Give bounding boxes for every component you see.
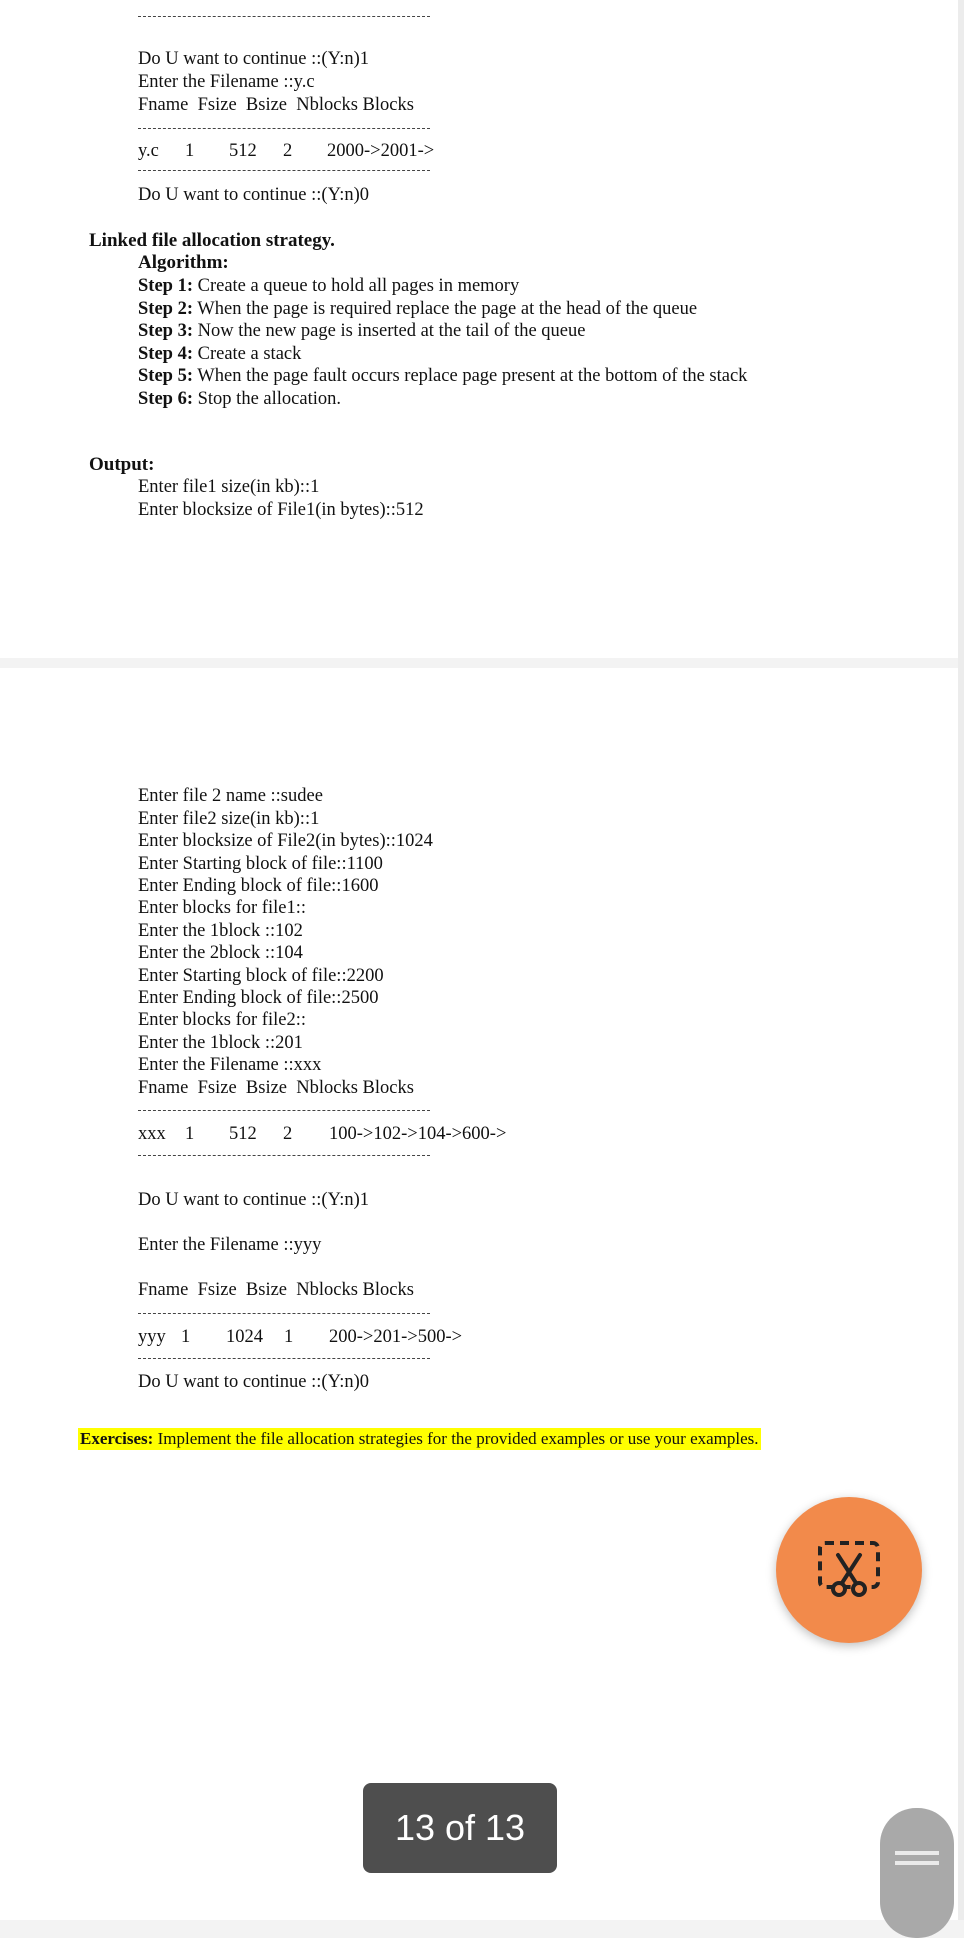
exercise-note [78,1428,761,1450]
page-indicator: 13 of 13 [363,1783,557,1873]
output-line: Enter the 1block ::201 [138,1033,303,1053]
cell-bsize: 1024 [226,1327,263,1347]
screenshot-button[interactable] [776,1497,922,1643]
output-line: Enter Starting block of file::1100 [138,854,383,874]
step-label: Step 5: [138,366,193,386]
output-line: Enter the 1block ::102 [138,921,303,941]
output-line: Enter file2 size(in kb)::1 [138,809,320,829]
step-text: When the page is required replace the page at the head of the queue [193,299,698,319]
step-text: Now the new page is inserted at the tail of the queue [193,321,586,341]
document-page-12 [0,0,958,658]
step-label: Step 3: [138,321,193,341]
step-2 [138,298,697,320]
output-line: Enter the Filename ::y.c [138,72,315,92]
cell-fsize: 1 [181,1327,191,1347]
output-line: Enter Ending block of file::2500 [138,988,379,1008]
document-page-13 [0,668,958,1920]
table-header: Fname Fsize Bsize Nblocks Blocks [138,1078,414,1098]
step-text: Create a queue to hold all pages in memory [193,276,520,296]
page-gutter [958,0,964,1920]
output-line: Do U want to continue ::(Y:n)0 [138,185,370,205]
output-line: Enter Ending block of file::1600 [138,876,379,896]
dashed-divider [138,1313,430,1314]
output-line: Enter blocks for file2:: [138,1010,306,1030]
exercise-label: Exercises: [80,1429,154,1448]
cell-fsize: 1 [185,1124,195,1144]
step-6 [138,388,341,410]
exercise-text: Implement the file allocation strategies for the provided examples or use your examples. [153,1429,759,1448]
output-line: Do U want to continue ::(Y:n)1 [138,49,370,69]
step-label: Step 4: [138,344,193,364]
output-line: Enter Starting block of file::2200 [138,966,384,986]
table-header: Fname Fsize Bsize Nblocks Blocks [138,95,414,115]
cell-fname: y.c [138,141,159,161]
output-title: Output: [89,454,155,475]
output-line: Enter the Filename ::yyy [138,1235,322,1255]
cell-fname: xxx [138,1124,166,1144]
cell-bsize: 512 [229,1124,257,1144]
dashed-divider [138,16,430,17]
cell-nblocks: 2 [283,1124,293,1144]
dashed-divider [138,128,430,129]
step-text: Create a stack [193,344,302,364]
table-header: Fname Fsize Bsize Nblocks Blocks [138,1280,414,1300]
step-4 [138,343,301,365]
output-line: Enter the Filename ::xxx [138,1055,322,1075]
output-line: Do U want to continue ::(Y:n)1 [138,1190,370,1210]
drag-handle-icon [895,1851,939,1865]
step-text: Stop the allocation. [193,389,341,409]
cell-bsize: 512 [229,141,257,161]
screenshot-scissors-icon [816,1537,882,1603]
step-1 [138,275,519,297]
cell-fsize: 1 [185,141,195,161]
output-line: Enter blocks for file1:: [138,898,306,918]
step-text: When the page fault occurs replace page present at the bottom of the stack [193,366,748,386]
cell-fname: yyy [138,1327,166,1347]
dashed-divider [138,1110,430,1111]
step-label: Step 2: [138,299,193,319]
cell-blocks: 100->102->104->600-> [329,1124,507,1144]
output-line: Enter file 2 name ::sudee [138,786,323,806]
dashed-divider [138,1358,430,1359]
cell-blocks: 2000->2001-> [327,141,435,161]
fast-scroll-handle[interactable] [880,1808,954,1938]
dashed-divider [138,1155,430,1156]
dashed-divider [138,170,430,171]
step-label: Step 6: [138,389,193,409]
cell-nblocks: 1 [284,1327,294,1347]
algorithm-title: Algorithm: [138,252,229,273]
output-line: Enter blocksize of File2(in bytes)::1024 [138,831,433,851]
step-label: Step 1: [138,276,193,296]
output-line: Enter file1 size(in kb)::1 [138,477,320,497]
step-5 [138,365,747,387]
output-line: Do U want to continue ::(Y:n)0 [138,1372,370,1392]
cell-nblocks: 2 [283,141,293,161]
step-3 [138,320,585,342]
output-line: Enter the 2block ::104 [138,943,303,963]
cell-blocks: 200->201->500-> [329,1327,463,1347]
section-title: Linked file allocation strategy. [89,230,335,251]
output-line: Enter blocksize of File1(in bytes)::512 [138,500,424,520]
